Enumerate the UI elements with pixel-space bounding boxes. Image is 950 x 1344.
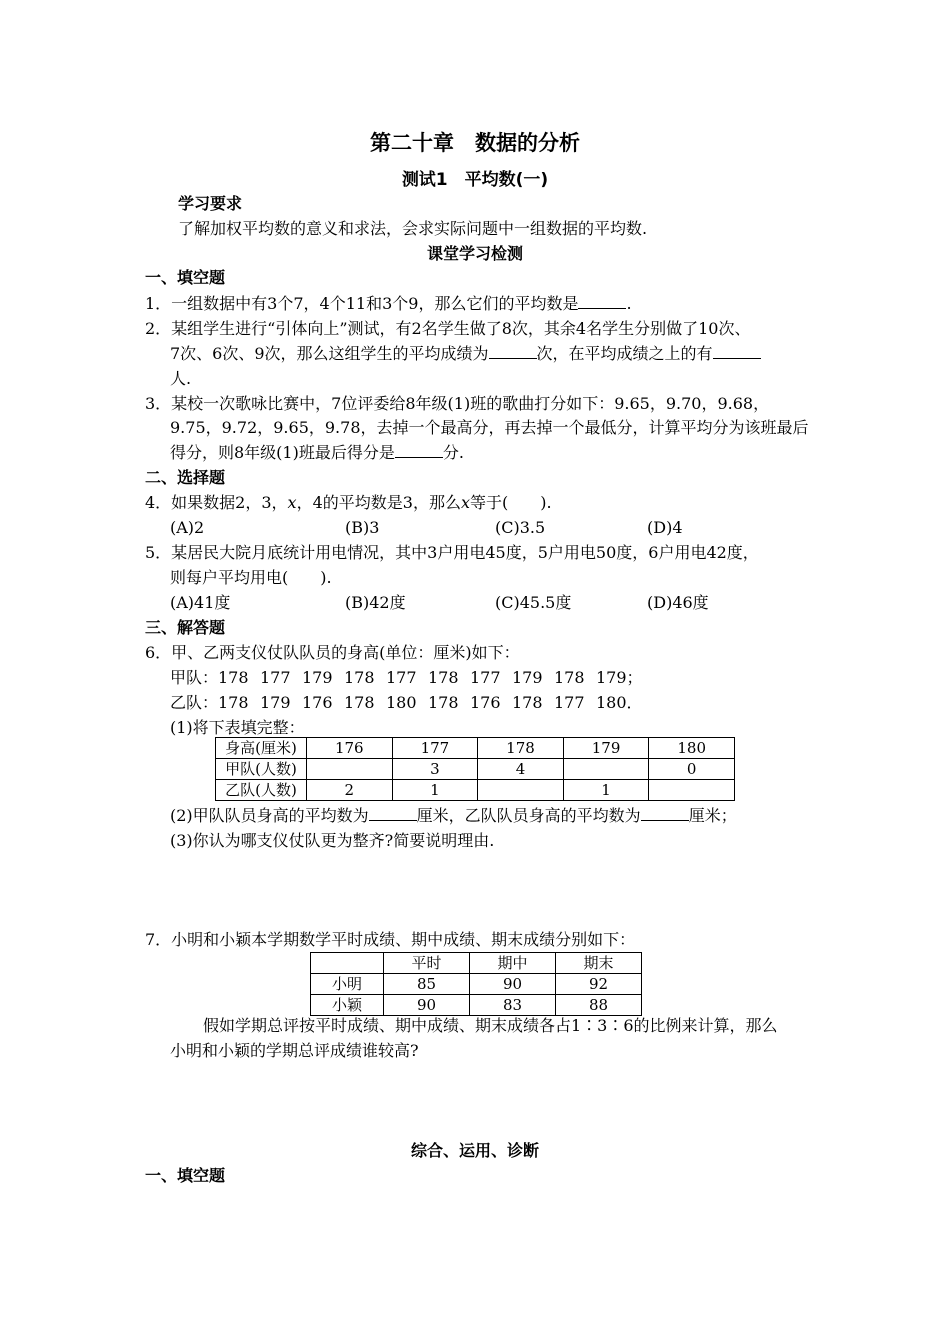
requirements-text: 了解加权平均数的意义和求法，会求实际问题中一组数据的平均数. (178, 219, 648, 238)
question-4-option-b[interactable]: (B)3 (345, 518, 380, 537)
part-fill-in-2: 一、填空题 (145, 1166, 226, 1185)
answer-blank[interactable] (489, 344, 537, 359)
question-5-option-d[interactable]: (D)46度 (647, 593, 709, 612)
table-cell: 3 (392, 759, 478, 780)
table-cell: 甲队(人数) (216, 759, 307, 780)
question-3-text-a: 得分，则8年级(1)班最后得分是 (170, 443, 395, 462)
question-1 (145, 294, 632, 314)
table-cell: 177 (392, 738, 478, 759)
question-7-line-2: 假如学期总评按平时成绩、期中成绩、期末成绩各占1∶3∶6的比例来计算，那么 (203, 1016, 778, 1035)
question-2-line-1: 2．某组学生进行“引体向上”测试，有2名学生做了8次，其余4名学生分别做了10次、 (145, 319, 751, 338)
answer-blank[interactable] (641, 806, 689, 821)
question-2-text-a: 7次、6次、9次，那么这组学生的平均成绩为 (170, 344, 489, 363)
height-value: 178 (554, 668, 585, 687)
answer-blank[interactable] (395, 443, 443, 458)
question-2-line-2 (170, 344, 761, 364)
height-value: 176 (302, 693, 333, 712)
table-cell: 88 (556, 995, 642, 1016)
table-cell: 90 (470, 974, 556, 995)
table-cell: 期末 (556, 953, 642, 974)
part-fill-in: 一、填空题 (145, 268, 226, 287)
table-cell-blank[interactable] (478, 780, 564, 801)
table-row (216, 759, 735, 780)
section-classroom: 课堂学习检测 (426, 244, 523, 263)
height-value: 179 (302, 668, 333, 687)
table-cell: 小颖 (311, 995, 384, 1016)
height-value: 176 (470, 693, 501, 712)
table-cell: 92 (556, 974, 642, 995)
height-value: 180 (386, 693, 417, 712)
part-answer: 三、解答题 (145, 618, 226, 637)
question-2-text-b: 次，在平均成绩之上的有 (536, 344, 713, 363)
height-value: 179 (512, 668, 543, 687)
question-2-line-3: 人. (170, 369, 192, 388)
height-value: 178 (218, 693, 249, 712)
table-cell: 4 (478, 759, 564, 780)
table-cell: 身高(厘米) (216, 738, 307, 759)
table-cell: 178 (478, 738, 564, 759)
height-value: 178 (344, 693, 375, 712)
table-cell: 179 (563, 738, 649, 759)
height-value: 177 (554, 693, 585, 712)
table-cell: 期中 (470, 953, 556, 974)
table-cell-blank[interactable] (649, 780, 735, 801)
height-value: 178 (218, 668, 249, 687)
question-4-option-a[interactable]: (A)2 (170, 518, 205, 537)
answer-blank[interactable] (578, 294, 626, 309)
height-value: 179； (596, 668, 643, 687)
table-cell-blank[interactable] (307, 759, 393, 780)
test-title: 测试1 平均数(一) (401, 170, 549, 190)
table-cell-blank[interactable] (563, 759, 649, 780)
question-4-text-a: 4．如果数据2，3， (145, 493, 288, 512)
question-7-line-3: 小明和小颖的学期总评成绩谁较高? (170, 1041, 419, 1060)
answer-blank[interactable] (713, 344, 761, 359)
table-cell: 平时 (384, 953, 470, 974)
height-value: 179 (260, 693, 291, 712)
table-cell: 176 (307, 738, 393, 759)
question-7-line-1: 7．小明和小颖本学期数学平时成绩、期中成绩、期末成绩分别如下： (145, 930, 636, 949)
table-cell: 1 (563, 780, 649, 801)
question-3-line-2: 9.75，9.72，9.65，9.78，去掉一个最高分，再去掉一个最低分，计算平均分为该班最后 (170, 418, 809, 437)
table-cell: 180 (649, 738, 735, 759)
question-4-option-d[interactable]: (D)4 (647, 518, 683, 537)
table-row (311, 953, 642, 974)
question-1-end: . (626, 294, 632, 313)
height-value: 178 (428, 668, 459, 687)
requirements-heading: 学习要求 (178, 194, 243, 213)
table-cell: 85 (384, 974, 470, 995)
question-5-option-a[interactable]: (A)41度 (170, 593, 231, 612)
chapter-title: 第二十章 数据的分析 (370, 131, 580, 155)
team-jia-label: 甲队： (170, 668, 219, 687)
table-row (311, 995, 642, 1016)
table-cell (311, 953, 384, 974)
question-6-sub-3: (3)你认为哪支仪仗队更为整齐?简要说明理由. (170, 831, 495, 850)
height-value: 177 (260, 668, 291, 687)
question-3-line-3 (170, 443, 464, 463)
table-cell: 83 (470, 995, 556, 1016)
variable-x: x (287, 493, 297, 512)
table-row (216, 738, 735, 759)
height-value: 177 (386, 668, 417, 687)
question-4-option-c[interactable]: (C)3.5 (495, 518, 546, 537)
table-cell: 小明 (311, 974, 384, 995)
table-row (311, 974, 642, 995)
team-jia-heights (170, 668, 643, 688)
table-cell: 1 (392, 780, 478, 801)
height-value: 177 (470, 668, 501, 687)
question-1-text: 1．一组数据中有3个7，4个11和3个9，那么它们的平均数是 (145, 294, 579, 313)
question-6-sub-2-text-b: 厘米，乙队队员身高的平均数为 (416, 806, 641, 825)
question-4-text-b: ，4的平均数是3，那么 (296, 493, 461, 512)
height-value: 178 (428, 693, 459, 712)
part-choice: 二、选择题 (145, 468, 226, 487)
table-cell: 乙队(人数) (216, 780, 307, 801)
height-table (215, 737, 735, 801)
question-6-sub-2-text-a: (2)甲队队员身高的平均数为 (170, 806, 369, 825)
table-cell: 90 (384, 995, 470, 1016)
question-5-option-b[interactable]: (B)42度 (345, 593, 406, 612)
table-cell: 0 (649, 759, 735, 780)
height-value: 178 (512, 693, 543, 712)
answer-blank[interactable] (369, 806, 417, 821)
section-comprehensive: 综合、运用、诊断 (410, 1141, 539, 1160)
variable-x: x (460, 493, 470, 512)
question-5-line-2: 则每户平均用电( ). (170, 568, 332, 587)
table-cell: 2 (307, 780, 393, 801)
question-6-line-1: 6．甲、乙两支仪仗队队员的身高(单位：厘米)如下： (145, 643, 520, 662)
question-5-line-1: 5．某居民大院月底统计用电情况，其中3户用电45度，5户用电50度，6户用电42度， (145, 543, 759, 562)
question-3-text-b: 分. (442, 443, 464, 462)
question-6-sub-2 (170, 806, 737, 826)
question-3-line-1: 3．某校一次歌咏比赛中，7位评委给8年级(1)班的歌曲打分如下：9.65，9.70，9.68， (145, 394, 770, 413)
question-4 (145, 493, 552, 513)
team-yi-label: 乙队： (170, 693, 219, 712)
table-row (216, 780, 735, 801)
score-table (310, 952, 642, 1016)
team-yi-heights (170, 693, 643, 713)
question-6-sub-2-text-c: 厘米； (688, 806, 737, 825)
question-6-sub-1: (1)将下表填完整： (170, 718, 305, 737)
question-5-option-c[interactable]: (C)45.5度 (495, 593, 572, 612)
height-value: 180． (596, 693, 643, 712)
height-value: 178 (344, 668, 375, 687)
question-4-text-c: 等于( ). (469, 493, 552, 512)
